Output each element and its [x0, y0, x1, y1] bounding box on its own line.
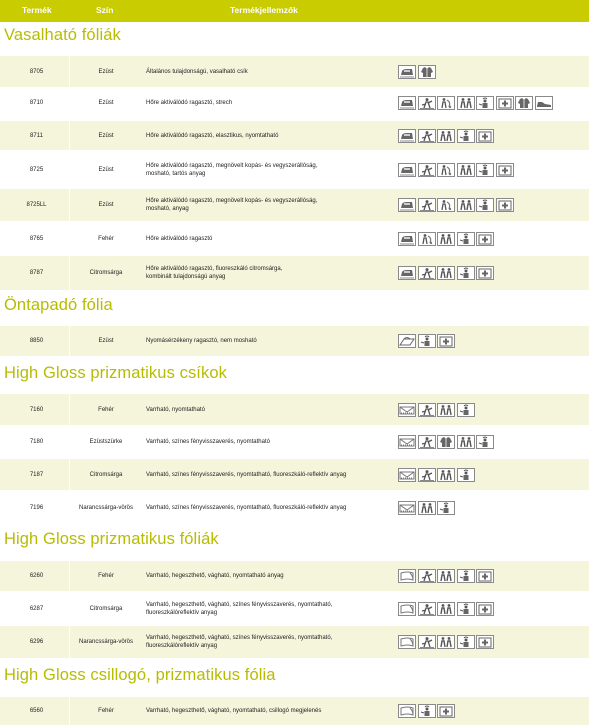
column-header-features: Termékjellemzők — [230, 5, 298, 15]
product-code: 7180 — [4, 427, 70, 457]
worker-icon — [418, 569, 436, 583]
people-icon — [437, 232, 455, 246]
sewing-icon — [398, 435, 416, 449]
people-icon — [437, 635, 455, 649]
application-icons — [398, 334, 455, 348]
hospital-icon — [476, 266, 494, 280]
hospital-icon — [476, 602, 494, 616]
product-features — [146, 88, 394, 118]
worker-icon — [418, 602, 436, 616]
people-icon — [437, 569, 455, 583]
product-color: Ezüst — [98, 100, 114, 106]
table-row — [0, 593, 589, 625]
people-icon — [457, 163, 475, 177]
features-line: Hőre aktiválódó ragasztó, elasztikus, nyomtatható — [146, 132, 279, 139]
product-color: Ezüst — [98, 132, 114, 139]
chef-icon — [476, 435, 494, 449]
iron-icon — [398, 198, 416, 212]
product-features — [146, 427, 394, 457]
people-icon — [437, 602, 455, 616]
section-title: High Gloss prizmatikus fóliák — [4, 530, 219, 548]
table-row — [0, 256, 589, 290]
features-line: Általános tulajdonságú, vasalható csík — [146, 68, 248, 75]
features-line: Hőre aktiválódó ragasztó, megnövelt kopás- és vegyszerállóság, — [146, 198, 318, 204]
product-features — [146, 189, 394, 221]
application-icons — [398, 266, 494, 280]
section-title: High Gloss prizmatikus csíkok — [4, 364, 227, 382]
people-icon — [437, 468, 455, 482]
application-icons — [398, 232, 494, 246]
features-text — [146, 707, 321, 715]
table-row — [0, 427, 589, 457]
features-line: mosható, anyag — [146, 206, 189, 212]
adhesive-icon — [398, 334, 416, 348]
table-row — [0, 56, 589, 87]
iron-icon — [398, 96, 416, 110]
product-color: Fehér — [98, 406, 114, 413]
hospital-icon — [476, 232, 494, 246]
product-features — [146, 593, 394, 625]
table-row — [0, 121, 589, 150]
iron-icon — [398, 129, 416, 143]
application-icons — [398, 129, 494, 143]
product-color: Ezüstszürke — [89, 439, 123, 445]
features-line: Hőre aktiválódó ragasztó, fluoreszkáló citromsárga, — [146, 266, 283, 272]
section-title: Vasalható fóliák — [4, 26, 121, 44]
chef-icon — [457, 635, 475, 649]
product-features — [146, 459, 394, 490]
features-line: Varrható, színes fényvisszaverés, nyomtatható — [146, 439, 270, 445]
features-text — [146, 471, 346, 479]
people-icon — [437, 403, 455, 417]
product-features — [146, 121, 394, 150]
chef-icon — [418, 704, 436, 718]
section-title: High Gloss csillogó, prizmatikus fólia — [4, 666, 276, 684]
product-code: 8765 — [4, 223, 70, 254]
application-icons — [398, 163, 514, 177]
iron-icon — [398, 163, 416, 177]
iron-icon — [398, 232, 416, 246]
worker-icon — [418, 435, 436, 449]
product-color: Ezüst — [98, 167, 114, 173]
features-line: mosható, tartós anyag — [146, 171, 206, 177]
product-color: Fehér — [98, 573, 114, 579]
chef-icon — [457, 468, 475, 482]
iron-icon — [398, 65, 416, 79]
table-row — [0, 88, 589, 118]
features-line: kombinált tulajdonságú anyag — [146, 274, 226, 280]
column-header-color: Szín — [96, 5, 114, 15]
application-icons — [398, 569, 494, 583]
worker-icon — [418, 96, 436, 110]
product-color: Ezüst — [98, 68, 114, 75]
table-row — [0, 459, 589, 490]
product-features — [146, 492, 394, 524]
firefighter-icon — [437, 198, 455, 212]
features-text — [146, 572, 284, 580]
chef-icon — [437, 501, 455, 515]
sheet-icon — [398, 602, 416, 616]
product-color: Fehér — [98, 235, 114, 242]
application-icons — [398, 96, 553, 110]
product-features — [146, 394, 394, 425]
features-text — [146, 162, 317, 178]
product-features — [146, 153, 394, 187]
worker-icon — [418, 198, 436, 212]
chef-icon — [457, 403, 475, 417]
section-title: Öntapadó fólia — [4, 296, 113, 314]
features-text — [146, 504, 346, 512]
features-line: fluoreszkálóreflektív anyag — [146, 643, 218, 649]
features-line: Varrható, hegeszthető, vágható, nyomtatható anyag — [146, 573, 284, 579]
features-line: Varrható, hegeszthető, vágható, színes fényvisszaverés, nyomtatható, — [146, 635, 333, 641]
features-line: Varrható, hegeszthető, vágható, nyomtatható, csillogó megjelenés — [146, 708, 322, 714]
table-row — [0, 561, 589, 591]
features-line: Varrható, színes fényvisszaverés, nyomtatható, fluoreszkáló-reflektív anyag — [146, 505, 347, 511]
application-icons — [398, 468, 475, 482]
product-code: 6560 — [4, 697, 70, 725]
worker-icon — [418, 403, 436, 417]
worker-icon — [418, 266, 436, 280]
features-text — [146, 406, 205, 414]
sewing-icon — [398, 501, 416, 515]
table-row — [0, 492, 589, 524]
people-icon — [457, 198, 475, 212]
chef-icon — [476, 96, 494, 110]
product-features — [146, 561, 394, 591]
sheet-icon — [398, 635, 416, 649]
table-header — [0, 0, 589, 22]
features-text — [146, 265, 282, 281]
table-row — [0, 626, 589, 658]
product-code: 6296 — [4, 626, 70, 658]
features-line: Hőre aktiválódó ragasztó — [146, 235, 213, 242]
table-row — [0, 394, 589, 425]
product-code: 8725LL — [4, 189, 70, 221]
features-text — [146, 601, 332, 617]
chef-icon — [457, 129, 475, 143]
chef-icon — [476, 198, 494, 212]
application-icons — [398, 635, 494, 649]
features-text — [146, 68, 248, 76]
features-line: Hőre aktiválódó ragasztó, strech — [146, 100, 233, 106]
firefighter-icon — [437, 96, 455, 110]
features-line: fluoreszkálóreflektív anyag — [146, 610, 218, 616]
product-color: Citromsárga — [89, 270, 123, 276]
product-code: 8850 — [4, 326, 70, 356]
features-text — [146, 132, 278, 140]
chef-icon — [457, 602, 475, 616]
product-code: 6287 — [4, 593, 70, 625]
product-code: 8725 — [4, 153, 70, 187]
product-color: Ezüst — [98, 338, 114, 344]
product-code: 8787 — [4, 256, 70, 290]
hospital-icon — [496, 198, 514, 212]
features-line: Varrható, színes fényvisszaverés, nyomtatható, fluoreszkáló-reflektív anyag — [146, 471, 347, 478]
application-icons — [398, 198, 514, 212]
hospital-icon — [476, 635, 494, 649]
product-code: 8705 — [4, 56, 70, 87]
features-line: Hőre aktiválódó ragasztó, megnövelt kopás- és vegyszerállóság, — [146, 163, 318, 169]
chef-icon — [457, 569, 475, 583]
firefighter-icon — [418, 232, 436, 246]
table-row — [0, 697, 589, 725]
sewing-icon — [398, 468, 416, 482]
features-text — [146, 337, 257, 345]
features-text — [146, 438, 270, 446]
iron-icon — [398, 266, 416, 280]
people-icon — [437, 266, 455, 280]
features-line: Nyomásérzékeny ragasztó, nem mosható — [146, 338, 257, 344]
application-icons — [398, 704, 455, 718]
features-line: Varrható, nyomtatható — [146, 406, 205, 413]
application-icons — [398, 403, 475, 417]
shoe-icon — [535, 96, 553, 110]
chef-icon — [457, 266, 475, 280]
product-color: Narancssárga-vörös — [78, 639, 134, 645]
product-code: 8710 — [4, 88, 70, 118]
product-features — [146, 256, 394, 290]
product-code: 7196 — [4, 492, 70, 524]
application-icons — [398, 602, 494, 616]
table-row — [0, 223, 589, 254]
features-text — [146, 634, 332, 650]
features-line: Varrható, hegeszthető, vágható, színes fényvisszaverés, nyomtatható, — [146, 602, 333, 608]
product-features — [146, 326, 394, 356]
worker-icon — [418, 468, 436, 482]
features-text — [146, 197, 317, 213]
product-code: 7160 — [4, 394, 70, 425]
hospital-icon — [476, 569, 494, 583]
product-color: Ezüst — [98, 202, 114, 208]
application-icons — [398, 501, 455, 515]
chef-icon — [457, 232, 475, 246]
product-code: 6260 — [4, 561, 70, 591]
product-color: Citromsárga — [89, 471, 123, 478]
product-color: Narancssárga-vörös — [78, 505, 134, 511]
hospital-icon — [437, 334, 455, 348]
hospital-icon — [496, 96, 514, 110]
table-row — [0, 326, 589, 356]
people-icon — [457, 435, 475, 449]
product-code: 7187 — [4, 459, 70, 490]
jacket-icon — [418, 65, 436, 79]
product-code: 8711 — [4, 121, 70, 150]
table-row — [0, 153, 589, 187]
product-features — [146, 626, 394, 658]
jacket-icon — [437, 435, 455, 449]
chef-icon — [418, 334, 436, 348]
column-header-product: Termék — [22, 5, 52, 15]
product-color: Fehér — [98, 708, 114, 714]
application-icons — [398, 65, 436, 79]
chef-icon — [476, 163, 494, 177]
features-text — [146, 99, 232, 107]
worker-icon — [418, 635, 436, 649]
application-icons — [398, 435, 494, 449]
product-color: Citromsárga — [89, 606, 123, 612]
people-icon — [418, 501, 436, 515]
product-features — [146, 56, 394, 87]
sheet-icon — [398, 569, 416, 583]
table-row — [0, 189, 589, 221]
hospital-icon — [437, 704, 455, 718]
hospital-icon — [496, 163, 514, 177]
people-icon — [437, 129, 455, 143]
sewing-icon — [398, 403, 416, 417]
worker-icon — [418, 163, 436, 177]
product-features — [146, 697, 394, 725]
sheet-icon — [398, 704, 416, 718]
worker-icon — [418, 129, 436, 143]
people-icon — [457, 96, 475, 110]
hospital-icon — [476, 129, 494, 143]
jacket-icon — [515, 96, 533, 110]
firefighter-icon — [437, 163, 455, 177]
features-text — [146, 235, 212, 243]
product-features — [146, 223, 394, 254]
